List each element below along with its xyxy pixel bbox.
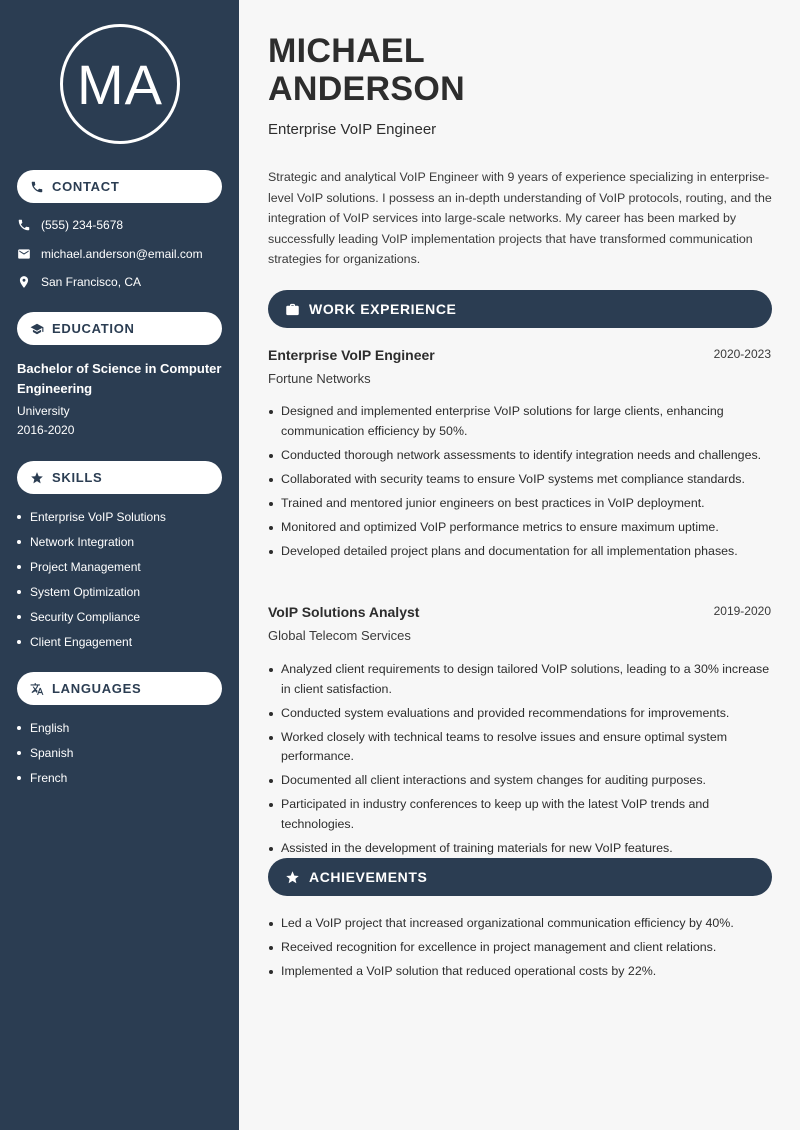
star-icon (30, 471, 44, 485)
list-item: French (17, 765, 73, 790)
list-item: Documented all client interactions and system changes for auditing purposes. (268, 771, 772, 791)
list-item: Implemented a VoIP solution that reduced operational costs by 22%. (268, 962, 772, 982)
achievements-list (268, 914, 772, 986)
phone-icon (17, 218, 31, 232)
list-item: Assisted in the development of training materials for new VoIP features. (268, 839, 772, 859)
job-2-dates: 2019-2020 (713, 604, 771, 618)
list-item: Led a VoIP project that increased organizational communication efficiency by 40%. (268, 914, 772, 934)
skills-list (17, 504, 166, 654)
list-item: English (17, 715, 73, 740)
skills-heading-label: SKILLS (52, 470, 103, 485)
mail-icon (17, 247, 31, 261)
list-item: Designed and implemented enterprise VoIP solutions for large clients, enhancing communication efficiency by 50%. (268, 402, 772, 441)
languages-heading (17, 672, 222, 705)
translate-icon (30, 682, 44, 696)
education-school: University (17, 404, 70, 418)
list-item: Conducted thorough network assessments to identify integration needs and challenges. (268, 446, 772, 466)
list-item: Trained and mentored junior engineers on best practices in VoIP deployment. (268, 494, 772, 514)
candidate-name (268, 32, 465, 108)
avatar-initials: MA (60, 24, 180, 144)
contact-email-text: michael.anderson@email.com (41, 247, 203, 261)
first-name: MICHAEL (268, 32, 425, 70)
education-heading-label: EDUCATION (52, 321, 135, 336)
list-item: Worked closely with technical teams to resolve issues and ensure optimal system performance. (268, 728, 772, 767)
list-item: Network Integration (17, 529, 166, 554)
list-item: Client Engagement (17, 629, 166, 654)
star-icon (285, 870, 300, 885)
list-item: Conducted system evaluations and provided recommendations for improvements. (268, 704, 772, 724)
job-1-company: Fortune Networks (268, 371, 371, 386)
list-item: Security Compliance (17, 604, 166, 629)
contact-location-text: San Francisco, CA (41, 275, 142, 289)
last-name: ANDERSON (268, 70, 465, 108)
list-item: Enterprise VoIP Solutions (17, 504, 166, 529)
list-item: Collaborated with security teams to ensure VoIP systems met compliance standards. (268, 470, 772, 490)
list-item: Participated in industry conferences to keep up with the latest VoIP trends and technologies. (268, 795, 772, 834)
list-item: Analyzed client requirements to design tailored VoIP solutions, leading to a 30% increase in client satisfaction. (268, 660, 772, 699)
summary-paragraph: Strategic and analytical VoIP Engineer with 9 years of experience specializing in enterprise-level VoIP solutions. I possess an in-depth understanding of VoIP protocols, routing, and the integration of VoIP services into large-scale networks. My career has been marked by successfully leading VoIP implementation projects that have transformed communication strategies for organizations. (268, 170, 772, 266)
list-item: Received recognition for excellence in project management and client relations. (268, 938, 772, 958)
list-item: Spanish (17, 740, 73, 765)
briefcase-icon (285, 302, 300, 317)
contact-phone-text: (555) 234-5678 (41, 218, 124, 232)
languages-heading-label: LANGUAGES (52, 681, 142, 696)
education-degree: Bachelor of Science in Computer Engineering (17, 361, 222, 396)
job-2-title: VoIP Solutions Analyst (268, 604, 420, 620)
list-item: Developed detailed project plans and documentation for all implementation phases. (268, 542, 772, 562)
education-years: 2016-2020 (17, 423, 75, 437)
job-title-header: Enterprise VoIP Engineer (268, 121, 437, 138)
contact-heading-label: CONTACT (52, 179, 120, 194)
job-1-bullets (268, 402, 772, 566)
work-experience-heading (268, 290, 772, 328)
contact-heading (17, 170, 222, 203)
achievements-heading-label: ACHIEVEMENTS (309, 869, 428, 885)
job-2-company: Global Telecom Services (268, 628, 411, 643)
job-1-dates: 2020-2023 (713, 347, 771, 361)
contact-location (17, 275, 141, 289)
phone-icon (30, 180, 44, 194)
education-heading (17, 312, 222, 345)
job-1-title: Enterprise VoIP Engineer (268, 347, 435, 363)
languages-list (17, 715, 73, 790)
sidebar (0, 0, 239, 1130)
work-experience-heading-label: WORK EXPERIENCE (309, 301, 457, 317)
list-item: Monitored and optimized VoIP performance metrics to ensure maximum uptime. (268, 518, 772, 538)
job-2-bullets (268, 660, 772, 863)
list-item: System Optimization (17, 579, 166, 604)
location-pin-icon (17, 275, 31, 289)
achievements-heading (268, 858, 772, 896)
skills-heading (17, 461, 222, 494)
contact-email (17, 247, 203, 261)
contact-phone (17, 218, 123, 232)
list-item: Project Management (17, 554, 166, 579)
graduation-cap-icon (30, 322, 44, 336)
